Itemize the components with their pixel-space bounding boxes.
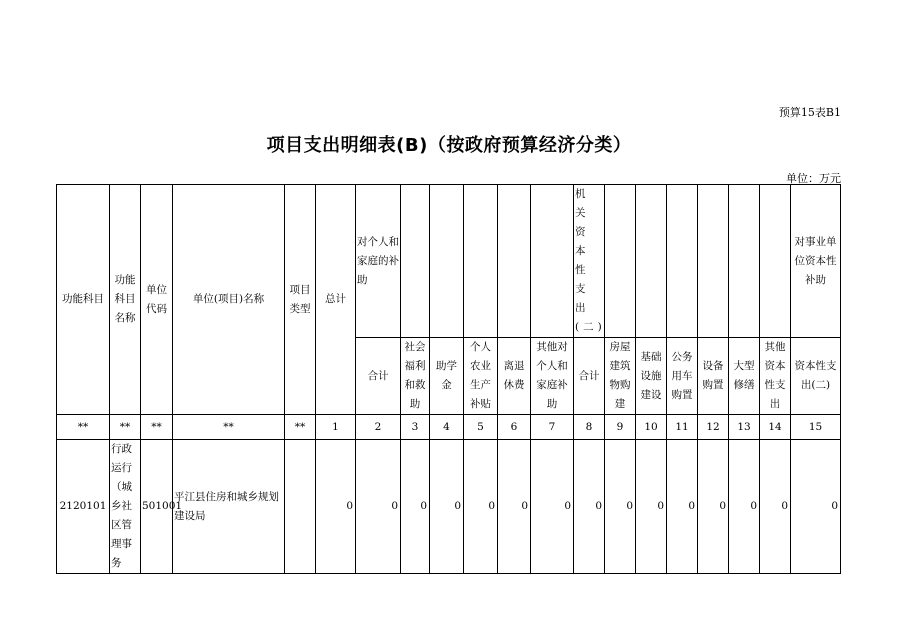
index-cell: ** xyxy=(285,415,316,440)
header-func-name: 功能科目名称 xyxy=(110,185,141,415)
header-blank-cell xyxy=(531,185,574,338)
header-sub-column: 个人农业生产补贴 xyxy=(464,338,498,415)
cell-value: 0 xyxy=(531,440,574,574)
cell-value: 0 xyxy=(698,440,729,574)
header-sub-column: 大型修缮 xyxy=(729,338,760,415)
cell-func-code: 2120101 xyxy=(57,440,110,574)
header-blank-cell xyxy=(498,185,531,338)
cell-value: 0 xyxy=(430,440,464,574)
header-sub-column: 离退休费 xyxy=(498,338,531,415)
cell-value: 0 xyxy=(464,440,498,574)
index-cell: 12 xyxy=(698,415,729,440)
header-unit-name: 单位(项目)名称 xyxy=(173,185,285,415)
cell-unit-code: 501001 xyxy=(141,440,173,574)
header-row-1 xyxy=(57,185,841,338)
index-cell: 9 xyxy=(605,415,636,440)
header-func-code: 功能科目 xyxy=(57,185,110,415)
index-cell: 11 xyxy=(667,415,698,440)
cell-func-name: 行政运行（城乡社区管理事务 xyxy=(110,440,141,574)
index-cell: 13 xyxy=(729,415,760,440)
header-total: 总计 xyxy=(316,185,356,415)
header-sub-column: 设备购置 xyxy=(698,338,729,415)
header-blank-cell xyxy=(401,185,430,338)
index-cell: 15 xyxy=(791,415,841,440)
header-sub-column: 基础设施建设 xyxy=(636,338,667,415)
cell-value: 0 xyxy=(605,440,636,574)
budget-table xyxy=(56,184,841,574)
header-blank-cell xyxy=(430,185,464,338)
header-blank-cell xyxy=(760,185,791,338)
index-cell: 5 xyxy=(464,415,498,440)
index-cell: ** xyxy=(110,415,141,440)
header-blank-cell xyxy=(605,185,636,338)
header-unit-code: 单位代码 xyxy=(141,185,173,415)
index-cell: 6 xyxy=(498,415,531,440)
index-cell: ** xyxy=(57,415,110,440)
header-project-type: 项目类型 xyxy=(285,185,316,415)
cell-value: 0 xyxy=(574,440,605,574)
header-blank-cell xyxy=(698,185,729,338)
index-cell: 3 xyxy=(401,415,430,440)
cell-unit-name: 平江县住房和城乡规划建设局 xyxy=(173,440,285,574)
header-sub-column: 合计 xyxy=(574,338,605,415)
cell-value: 0 xyxy=(729,440,760,574)
cell-value: 0 xyxy=(316,440,356,574)
header-group-enterprise: 对事业单位资本性补助 xyxy=(791,185,841,338)
header-blank-cell xyxy=(464,185,498,338)
header-sub-column: 公务用车购置 xyxy=(667,338,698,415)
header-sub-column: 其他对个人和家庭补助 xyxy=(531,338,574,415)
header-blank-cell xyxy=(636,185,667,338)
index-cell: 7 xyxy=(531,415,574,440)
index-cell: 2 xyxy=(356,415,401,440)
cell-value: 0 xyxy=(356,440,401,574)
header-group-capital: 机关资本性支出(二) xyxy=(574,185,605,338)
page-title: 项目支出明细表(B)（按政府预算经济分类） xyxy=(266,135,632,156)
header-sub-column: 合计 xyxy=(356,338,401,415)
cell-value: 0 xyxy=(667,440,698,574)
cell-value: 0 xyxy=(636,440,667,574)
cell-value: 0 xyxy=(791,440,841,574)
cell-project-type xyxy=(285,440,316,574)
index-cell: 4 xyxy=(430,415,464,440)
header-sub-column: 资本性支出(二) xyxy=(791,338,841,415)
cell-value: 0 xyxy=(498,440,531,574)
header-sub-column: 房屋建筑物购建 xyxy=(605,338,636,415)
header-sub-column: 助学金 xyxy=(430,338,464,415)
cell-value: 0 xyxy=(401,440,430,574)
header-sub-column: 社会福利和救助 xyxy=(401,338,430,415)
unit-label: 单位：万元 xyxy=(786,172,841,185)
index-cell: ** xyxy=(141,415,173,440)
index-cell: ** xyxy=(173,415,285,440)
table-row xyxy=(57,440,841,574)
header-blank-cell xyxy=(729,185,760,338)
cell-value: 0 xyxy=(760,440,791,574)
form-number: 预算15表B1 xyxy=(778,106,841,119)
index-cell: 8 xyxy=(574,415,605,440)
header-sub-column: 其他资本性支出 xyxy=(760,338,791,415)
index-cell: 14 xyxy=(760,415,791,440)
index-cell: 1 xyxy=(316,415,356,440)
index-row xyxy=(57,415,841,440)
index-cell: 10 xyxy=(636,415,667,440)
header-group-personal: 对个人和家庭的补助 xyxy=(356,185,401,338)
header-blank-cell xyxy=(667,185,698,338)
